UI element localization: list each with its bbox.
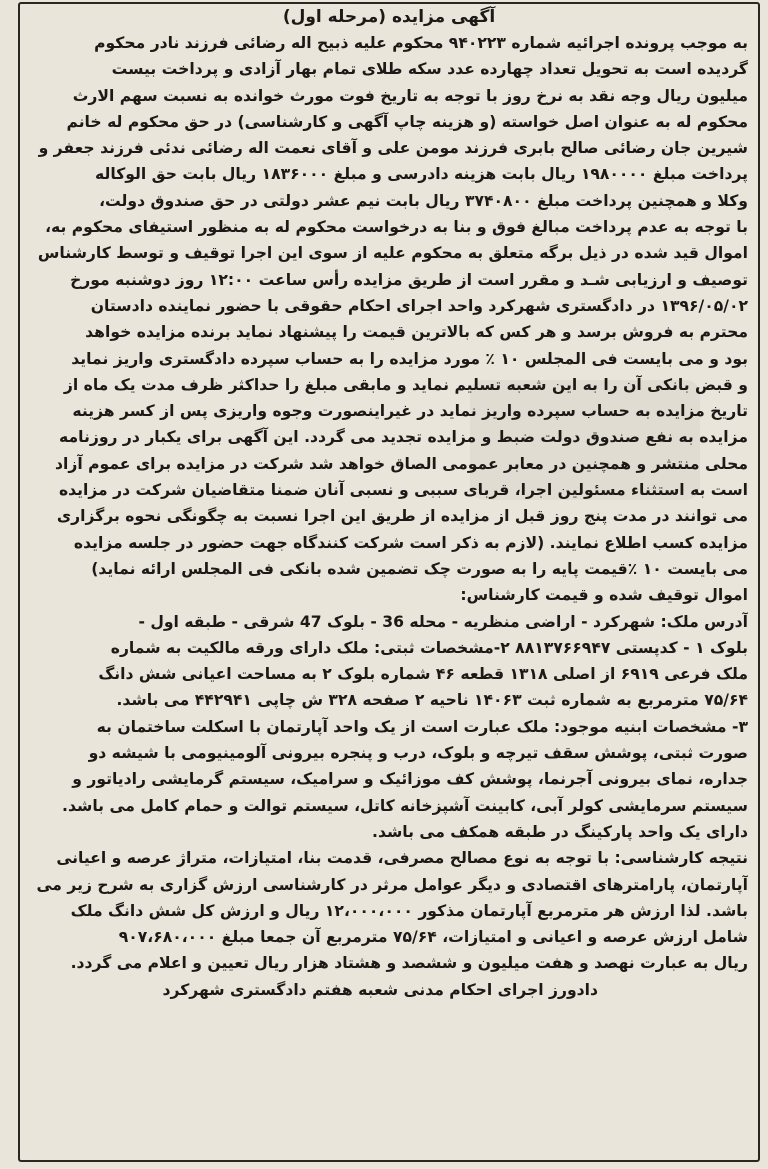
text-line: آدرس ملک: شهرکرد - اراضی منظریه - محله 36 - بلوک 47 شرقی - طبقه اول - (138, 612, 748, 631)
text-line: نتیجه کارشناسی: با توجه به نوع مصالح مصرفی، قدمت بنا، امتیازات، متراژ عرصه و اعیانی (56, 849, 748, 868)
text-line: و قبض بانکی آن را به این شعبه تسلیم نماید و مابقی مبلغ را حداکثر ظرف مدت یک ماه از (63, 375, 748, 394)
notice-signature: دادورز اجرای احکام مدنی شعبه هفتم دادگستری شهرکرد (162, 980, 598, 999)
seized-property-section (30, 582, 748, 845)
text-line: تاریخ مزایده به حساب سپرده واریز نماید در غیراینصورت وجوه واریزی پس از کسر هزینه (72, 402, 748, 421)
text-line: اموال توقیف شده و قیمت کارشناس: (460, 586, 748, 605)
text-line: ۱۳۹۶/۰۵/۰۲ در دادگستری شهرکرد واحد اجرای احکام حقوقی با حضور نماینده دادستان (90, 296, 748, 315)
text-line: توصیف و ارزیابی شـد و مقرر است از طریق مزایده رأس ساعت ۱۲:۰۰ روز دوشنبه مورخ (70, 270, 748, 289)
text-line: شیرین جان رضائی صالح بابری فرزند مومن علی و آقای نعمت اله رضائی ندئی فرزند جعفر و (38, 139, 748, 158)
text-line: محترم به فروش برسد و هر کس که بالاترین قیمت را پیشنهاد نماید برنده مزایده خواهد (85, 323, 748, 342)
text-line: شامل ارزش عرصه و اعیانی و امتیازات، ۷۵/۶۴ مترمربع آن جمعا مبلغ ۹۰۷،۶۸۰،۰۰۰ (118, 928, 748, 947)
text-line: آپارتمان، پارامترهای اقتصادی و دیگر عوامل مرثر در کارشناسی ارزش گزاری به شرح زیر می (36, 875, 748, 894)
text-line: دارای یک واحد پارکینگ در طبقه همکف می باشد. (372, 822, 748, 841)
text-line: باشد. لذا ارزش هر مترمربع آپارتمان مذکور ۱۲،۰۰۰،۰۰۰ ریال و ارزش کل شش دانگ ملک (70, 901, 748, 920)
text-line: ۳- مشخصات ابنیه موجود: ملک عبارت است از یک واحد آپارتمان با اسکلت ساختمان به (96, 717, 748, 736)
text-line: ریال به عبارت نهصد و هفت میلیون و ششصد و هشتاد هزار ریال تعیین و اعلام می گردد. (70, 954, 748, 973)
text-line: ۷۵/۶۴ مترمربع به شماره ثبت ۱۴۰۶۳ ناحیه ۲ صفحه ۳۲۸ ش چاپی ۴۴۲۹۴۱ می باشد. (116, 691, 748, 710)
appraisal-result-section (30, 845, 748, 976)
text-line: میلیون ریال وجه نقد به نرخ روز با توجه به تاریخ فوت مورث خوانده به نسبت سهم الارث (72, 86, 748, 105)
text-line: اموال قید شده در ذیل برگه متعلق به محکوم علیه از سوی این اجرا توقیف و توسط کارشناس (37, 244, 748, 263)
text-line: با توجه به عدم پرداخت مبالغ فوق و بنا به درخواست محکوم له به منظور استیفای محکوم به، (45, 218, 748, 237)
notice-title: آگهی مزایده (مرحله اول) (282, 7, 496, 27)
text-line: ملک فرعی ۶۹۱۹ از اصلی ۱۳۱۸ قطعه ۴۶ شماره بلوک ۲ به مساحت اعیانی شش دانگ (98, 665, 748, 684)
text-line: سیستم سرمایشی کولر آبی، کابینت آشپزخانه کاتل، سیستم توالت و حمام کامل می باشد. (62, 796, 748, 815)
notice-body-paragraph-1 (30, 30, 748, 582)
text-line: گردیده است به تحویل تعداد چهارده عدد سکه طلای تمام بهار آزادی و پرداخت بیست (111, 60, 748, 79)
text-line: وکلا و همچنین پرداخت مبلغ ۳۷۴۰۸۰۰ ریال بابت نیم عشر دولتی در حق صندوق دولت، (99, 191, 748, 210)
text-line: محکوم له به عنوان اصل خواسته (و هزینه چاپ آگهی و کارشناسی) در حق محکوم له خانم (66, 112, 748, 131)
text-line: می توانند در مدت پنج روز قبل از مزایده از طریق این اجرا نسبت به چگونگی نحوه برگزاری (56, 507, 748, 526)
text-line: محلی منتشر و همچنین در معابر عمومی الصاق خواهد شد شرکت در مزایده برای عموم آزاد (55, 454, 748, 473)
text-line: است به استثناء مسئولین اجرا، قربای سببی و نسبی آنان ضمنا متقاضیان شرکت در مزایده (58, 481, 748, 500)
text-line: به موجب پرونده اجرائیه شماره ۹۴۰۲۲۳ محکوم علیه ذبیح اله رضائی فرزند نادر محکوم (94, 34, 748, 52)
text-line: مزایده کسب اطلاع نمایند. (لازم به ذکر است شرکت کنندگاه جهت حضور در جلسه مزایده (73, 533, 748, 552)
text-line: می بایست ۱۰ ٪قیمت پایه را به صورت چک تضمین شده بانکی فی المجلس ارائه نماید) (91, 559, 748, 578)
text-line: بلوک ۱ - کدپستی ۸۸۱۳۷۶۶۹۴۷ ۲-مشخصات ثبتی: ملک دارای ورقه مالکیت به شماره (110, 638, 748, 657)
auction-notice (30, 4, 748, 1003)
text-line: مزایده به نفع صندوق دولت ضبط و مزایده تجدید می گردد. این آگهی برای یکبار در روزنامه (59, 428, 748, 447)
text-line: پرداخت مبلغ ۱۹۸۰۰۰۰ ریال بابت هزینه دادرسی و مبلغ ۱۸۳۶۰۰۰ ریال بابت حق الوکاله (95, 165, 748, 184)
text-line: جداره، نمای بیرونی آجرنما، پوشش کف موزائیک و سرامیک، سیستم گرمایشی رادیاتور و (72, 770, 748, 789)
text-line: صورت ثبتی، پوشش سقف تیرچه و بلوک، درب و پنجره بیرونی آلومینیومی با شیشه دو (88, 744, 748, 763)
text-line: بود و می بایست فی المجلس ۱۰ ٪ مورد مزایده را به حساب سپرده دادگستری واریز نماید (71, 349, 748, 368)
